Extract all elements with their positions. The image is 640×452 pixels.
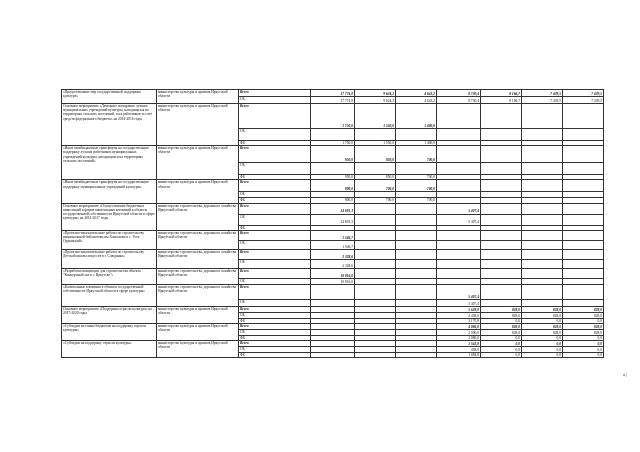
amount-cell: [396, 203, 437, 214]
activity-name-cell: «Проектно-изыскательские работы по строительству Детской школы искусств в г. Слюдянка»: [62, 249, 157, 268]
amount-cell: [563, 203, 604, 214]
amount-cell: 0,0: [481, 341, 522, 347]
amount-cell: [563, 259, 604, 268]
amount-cell: 9 624,3: [355, 90, 396, 97]
amount-cell: 2 458,0: [437, 312, 481, 318]
funding-source-cell: ФБ: [239, 141, 311, 146]
amount-cell: [481, 180, 522, 192]
activity-name-cell: «Субсидии на поддержку отрасли культуры»: [62, 341, 157, 358]
amount-cell: 458,0: [437, 347, 481, 353]
amount-cell: 5 628,8: [437, 306, 481, 312]
amount-cell: [396, 268, 437, 278]
amount-cell: 0,0: [522, 353, 563, 358]
amount-cell: [522, 259, 563, 268]
amount-cell: [481, 146, 522, 163]
amount-cell: [437, 230, 481, 240]
amount-cell: [437, 146, 481, 163]
funding-source-cell: ОБ: [239, 312, 311, 318]
amount-cell: [396, 284, 437, 299]
amount-cell: [563, 129, 604, 141]
funding-source-cell: Всего: [239, 104, 311, 129]
amount-cell: [522, 163, 563, 175]
amount-cell: [481, 163, 522, 175]
amount-cell: 828,0: [522, 324, 563, 330]
funding-source-cell: ОБ: [239, 97, 311, 104]
amount-cell: [355, 214, 396, 225]
amount-cell: [481, 284, 522, 299]
amount-cell: 7 439,5: [522, 90, 563, 97]
amount-cell: [311, 163, 355, 175]
amount-cell: 0,0: [522, 341, 563, 347]
amount-cell: [522, 284, 563, 299]
executor-cell: министерство культуры и архивов Иркутской области: [157, 324, 239, 341]
funding-source-cell: Всего: [239, 284, 311, 299]
funding-source-cell: Всего: [239, 249, 311, 259]
amount-cell: 14 691,3: [311, 203, 355, 214]
amount-cell: 0,0: [563, 353, 604, 358]
activity-name-cell: «Предоставление мер государственной поддержки культуре»: [62, 90, 157, 104]
amount-cell: 4 086,0: [437, 324, 481, 330]
amount-cell: [355, 353, 396, 358]
amount-cell: [522, 180, 563, 192]
amount-cell: 0,0: [522, 336, 563, 341]
amount-cell: [396, 214, 437, 225]
amount-cell: 828,0: [563, 312, 604, 318]
amount-cell: 7 439,5: [522, 97, 563, 104]
amount-cell: [396, 249, 437, 259]
amount-cell: 828,0: [563, 330, 604, 336]
amount-cell: 0,0: [522, 347, 563, 353]
funding-source-cell: ФБ: [239, 353, 311, 358]
activity-name-cell: «Проектно-изыскательские работы по строительству национальной библиотеки им.Хангалова в с. Усть-Ордынский»: [62, 230, 157, 249]
amount-cell: [563, 104, 604, 129]
amount-cell: 1 400,0: [396, 141, 437, 146]
amount-cell: [522, 299, 563, 306]
amount-cell: 828,0: [563, 324, 604, 330]
funding-source-cell: ОБ: [239, 214, 311, 225]
amount-cell: 700,0: [396, 198, 437, 203]
amount-cell: 2 000,0: [437, 330, 481, 336]
amount-cell: 0,0: [563, 347, 604, 353]
executor-cell: министерство культуры и архивов Иркутской области: [157, 90, 239, 104]
table-row: [62, 180, 604, 192]
amount-cell: 828,0: [522, 306, 563, 312]
amount-cell: 0,0: [481, 347, 522, 353]
amount-cell: [355, 240, 396, 249]
amount-cell: [563, 268, 604, 278]
amount-cell: [355, 129, 396, 141]
funding-source-cell: ОБ: [239, 278, 311, 284]
amount-cell: 700,0: [396, 180, 437, 192]
amount-cell: [563, 284, 604, 299]
amount-cell: 0,0: [481, 353, 522, 358]
funding-source-cell: ФБ: [239, 225, 311, 230]
executor-cell: министерство культуры и архивов Иркутской области: [157, 180, 239, 203]
executor-cell: министерство культуры и архивов Иркутской области: [157, 306, 239, 323]
funding-source-cell: ФБ: [239, 318, 311, 323]
amount-cell: [481, 203, 522, 214]
amount-cell: [522, 129, 563, 141]
amount-cell: 2 328,6: [311, 249, 355, 259]
amount-cell: [355, 249, 396, 259]
amount-cell: 700,0: [396, 175, 437, 180]
amount-cell: 700,0: [355, 180, 396, 192]
amount-cell: 950,0: [311, 175, 355, 180]
amount-cell: [522, 230, 563, 240]
table-row: [62, 230, 604, 240]
funding-source-cell: ФБ: [239, 175, 311, 180]
budget-table: [61, 89, 604, 358]
funding-source-cell: Всего: [239, 146, 311, 163]
activity-name-cell: «Разработка концепции для строительства объекта "Концертный зал в г. Иркутске"»: [62, 268, 157, 284]
amount-cell: [311, 284, 355, 299]
amount-cell: 1 546,7: [311, 230, 355, 240]
amount-cell: [396, 259, 437, 268]
activity-name-cell: Основное мероприятие «Денежное поощрение лучших муниципальных учреждений культуры, находящихся на территориях сельских поселений, и их работников за счет средств федерального бюджета» на 2014-2016 годы: [62, 104, 157, 146]
executor-cell: министерство культуры и архивов Иркутской области: [157, 104, 239, 146]
amount-cell: 3 170,8: [437, 318, 481, 323]
amount-cell: 14 691,3: [311, 214, 355, 225]
amount-cell: 0,0: [563, 336, 604, 341]
amount-cell: 700,0: [355, 198, 396, 203]
amount-cell: 8 730,4: [437, 90, 481, 97]
executor-cell: министерство строительства, дорожного хозяйства Иркутской области: [157, 284, 239, 306]
amount-cell: [481, 259, 522, 268]
amount-cell: [311, 353, 355, 358]
amount-cell: [481, 268, 522, 278]
amount-cell: 0,0: [563, 341, 604, 347]
funding-source-cell: ОБ: [239, 259, 311, 268]
funding-source-cell: Всего: [239, 90, 311, 97]
amount-cell: [437, 163, 481, 175]
amount-cell: 1 750,0: [311, 141, 355, 146]
amount-cell: [396, 163, 437, 175]
amount-cell: [396, 299, 437, 306]
table-row: [62, 146, 604, 163]
amount-cell: 850,0: [355, 146, 396, 163]
amount-cell: [437, 268, 481, 278]
amount-cell: 10 816,0: [311, 278, 355, 284]
amount-cell: [522, 203, 563, 214]
amount-cell: 17 774,8: [311, 90, 355, 97]
amount-cell: 7 439,5: [563, 97, 604, 104]
amount-cell: [522, 240, 563, 249]
executor-cell: министерство культуры и архивов Иркутской области: [157, 341, 239, 358]
amount-cell: [481, 104, 522, 129]
amount-cell: [563, 230, 604, 240]
amount-cell: 8 166,7: [481, 97, 522, 104]
amount-cell: [481, 249, 522, 259]
amount-cell: [396, 129, 437, 141]
table-row: [62, 284, 604, 299]
table-row: [62, 203, 604, 214]
amount-cell: 700,0: [396, 146, 437, 163]
activity-name-cell: «Капитальные вложения в объекты государственной собственности Иркутской области в сфере культуры»: [62, 284, 157, 306]
amount-cell: [355, 268, 396, 278]
amount-cell: [355, 284, 396, 299]
amount-cell: [437, 180, 481, 192]
funding-source-cell: ОБ: [239, 129, 311, 141]
funding-source-cell: ОБ: [239, 330, 311, 336]
funding-source-cell: ОБ: [239, 240, 311, 249]
amount-cell: [355, 163, 396, 175]
amount-cell: 850,0: [355, 175, 396, 180]
amount-cell: 2 328,6: [311, 259, 355, 268]
funding-source-cell: ОБ: [239, 299, 311, 306]
amount-cell: [481, 214, 522, 225]
amount-cell: 800,0: [311, 180, 355, 192]
amount-cell: 828,0: [481, 312, 522, 318]
funding-source-cell: Всего: [239, 324, 311, 330]
amount-cell: [355, 203, 396, 214]
activity-name-cell: «Иные межбюджетные трансферты на государственную поддержку лучших работников муниципальных учреждений культуры, находящихся на территориях сельских поселений»: [62, 146, 157, 180]
funding-source-cell: Всего: [239, 341, 311, 347]
amount-cell: 5 407,4: [437, 299, 481, 306]
amount-cell: [522, 268, 563, 278]
funding-source-cell: ОБ: [239, 192, 311, 198]
executor-cell: министерство строительства, дорожного хозяйства Иркутской области: [157, 249, 239, 268]
amount-cell: 8 730,4: [437, 97, 481, 104]
amount-cell: [563, 240, 604, 249]
amount-cell: 950,0: [311, 146, 355, 163]
amount-cell: [563, 163, 604, 175]
amount-cell: 1 542,8: [437, 341, 481, 347]
amount-cell: 828,0: [481, 324, 522, 330]
amount-cell: 4 643,2: [396, 90, 437, 97]
amount-cell: [437, 240, 481, 249]
amount-cell: [437, 104, 481, 129]
amount-cell: [481, 240, 522, 249]
amount-cell: 9 624,3: [355, 97, 396, 104]
funding-source-cell: Всего: [239, 203, 311, 214]
funding-source-cell: Всего: [239, 230, 311, 240]
amount-cell: [481, 230, 522, 240]
amount-cell: 0,0: [563, 318, 604, 323]
amount-cell: 828,0: [522, 330, 563, 336]
funding-source-cell: Всего: [239, 268, 311, 278]
amount-cell: 5 407,4: [437, 214, 481, 225]
activity-name-cell: Основное мероприятие «Осуществление бюджетных инвестиций в форме капитальных вложений в объекты государственной собственности Иркутской области в сфере культуры» на 2014-2017 годы: [62, 203, 157, 230]
funding-source-cell: ОБ: [239, 163, 311, 175]
amount-cell: [481, 299, 522, 306]
amount-cell: 2 086,0: [437, 336, 481, 341]
amount-cell: 0,0: [481, 336, 522, 341]
funding-source-cell: Всего: [239, 306, 311, 312]
table-row: [62, 104, 604, 129]
executor-cell: министерство строительства, дорожного хозяйства Иркутской области: [157, 268, 239, 284]
table-row: [62, 249, 604, 259]
amount-cell: 1 400,0: [396, 104, 437, 129]
amount-cell: [563, 214, 604, 225]
amount-cell: 1 550,0: [355, 141, 396, 146]
executor-cell: министерство строительства, дорожного хозяйства Иркутской области: [157, 203, 239, 230]
amount-cell: 0,0: [481, 318, 522, 323]
amount-cell: 0,0: [522, 318, 563, 323]
amount-cell: 17 774,8: [311, 97, 355, 104]
amount-cell: [311, 299, 355, 306]
funding-source-cell: ФБ: [239, 336, 311, 341]
amount-cell: [355, 259, 396, 268]
amount-cell: [563, 180, 604, 192]
amount-cell: [437, 249, 481, 259]
amount-cell: [522, 146, 563, 163]
amount-cell: 10 816,0: [311, 268, 355, 278]
amount-cell: 1 750,0: [311, 104, 355, 129]
amount-cell: 828,0: [563, 306, 604, 312]
funding-source-cell: ФБ: [239, 198, 311, 203]
amount-cell: [437, 259, 481, 268]
amount-cell: [563, 249, 604, 259]
amount-cell: [396, 230, 437, 240]
amount-cell: 5 407,4: [437, 284, 481, 299]
amount-cell: [396, 353, 437, 358]
executor-cell: министерство строительства, дорожного хозяйства Иркутской области: [157, 230, 239, 249]
amount-cell: [396, 240, 437, 249]
amount-cell: [563, 299, 604, 306]
funding-source-cell: Всего: [239, 180, 311, 192]
amount-cell: [522, 104, 563, 129]
amount-cell: 828,0: [481, 330, 522, 336]
amount-cell: 5 407,4: [437, 203, 481, 214]
amount-cell: 4 643,2: [396, 97, 437, 104]
amount-cell: 828,0: [481, 306, 522, 312]
amount-cell: 1 546,7: [311, 240, 355, 249]
table-row: [62, 268, 604, 278]
executor-cell: министерство культуры и архивов Иркутской области: [157, 146, 239, 180]
amount-cell: [355, 230, 396, 240]
amount-cell: [311, 129, 355, 141]
amount-cell: 8 166,7: [481, 90, 522, 97]
amount-cell: 1 550,0: [355, 104, 396, 129]
activity-name-cell: Основное мероприятие «Поддержка отрасли культура» на 2017-2020 годы: [62, 306, 157, 323]
activity-name-cell: «Субсидии местным бюджетам на поддержку отрасли культуры»: [62, 324, 157, 341]
amount-cell: [522, 214, 563, 225]
amount-cell: 1 084,8: [437, 353, 481, 358]
funding-source-cell: ОБ: [239, 347, 311, 353]
amount-cell: 828,0: [522, 312, 563, 318]
amount-cell: [522, 249, 563, 259]
activity-name-cell: «Иные межбюджетные трансферты на государственную поддержку муниципальных учреждений культуры»: [62, 180, 157, 203]
margin-mark: »;: [623, 373, 627, 378]
amount-cell: 7 439,5: [563, 90, 604, 97]
amount-cell: [481, 129, 522, 141]
amount-cell: 800,0: [311, 198, 355, 203]
amount-cell: [355, 299, 396, 306]
table-row: [62, 90, 604, 97]
amount-cell: [437, 129, 481, 141]
amount-cell: [563, 146, 604, 163]
